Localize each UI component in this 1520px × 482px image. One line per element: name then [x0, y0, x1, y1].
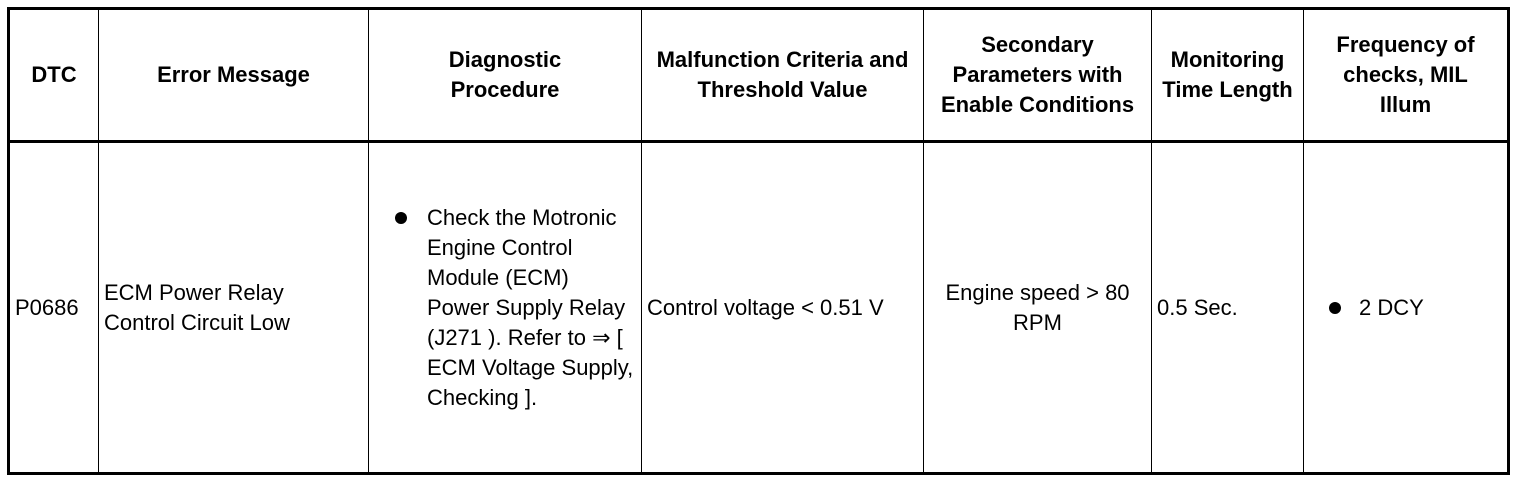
table-row [9, 142, 1509, 474]
cell-malfunction-criteria: Control voltage < 0.51 V [642, 142, 924, 474]
header-secondary-parameters: Secondary Parameters with Enable Conditions [924, 9, 1152, 142]
header-frequency-text: Frequency of checks, MIL Illum [1336, 32, 1475, 117]
dtc-table [7, 7, 1510, 475]
frequency-bullet-item [1309, 293, 1502, 323]
header-monitoring-time [1152, 9, 1304, 142]
procedure-text: Check the Motronic Engine Control Module (ECM) Power Supply Relay (J271 ). Refer to ⇒ [ ECM Voltage Supply, Checking ]. [427, 204, 634, 410]
cell-frequency [1304, 142, 1509, 474]
cell-secondary-parameters: Engine speed > 80 RPM [924, 142, 1152, 474]
header-diagnostic-procedure [369, 9, 642, 142]
procedure-bullet-item [374, 203, 636, 413]
frequency-text: 2 DCY [1359, 294, 1424, 320]
cell-dtc: P0686 [9, 142, 99, 474]
cell-monitoring-time: 0.5 Sec. [1152, 142, 1304, 474]
header-monitoring-time-text: Monitoring Time Length [1162, 47, 1293, 102]
header-dtc: DTC [9, 9, 99, 142]
header-diagnostic-procedure-text: Diagnostic Procedure [448, 47, 562, 102]
cell-diagnostic-procedure [369, 142, 642, 474]
header-error-message: Error Message [99, 9, 369, 142]
header-row [9, 9, 1509, 142]
bullet-icon [395, 212, 407, 224]
error-message-text: ECM Power Relay Control Circuit Low [104, 279, 290, 335]
cell-error-message [99, 142, 369, 474]
header-frequency [1304, 9, 1509, 142]
bullet-icon [1329, 302, 1341, 314]
header-malfunction-criteria-text: Malfunction Criteria and Threshold Value [656, 47, 909, 102]
header-malfunction-criteria [642, 9, 924, 142]
